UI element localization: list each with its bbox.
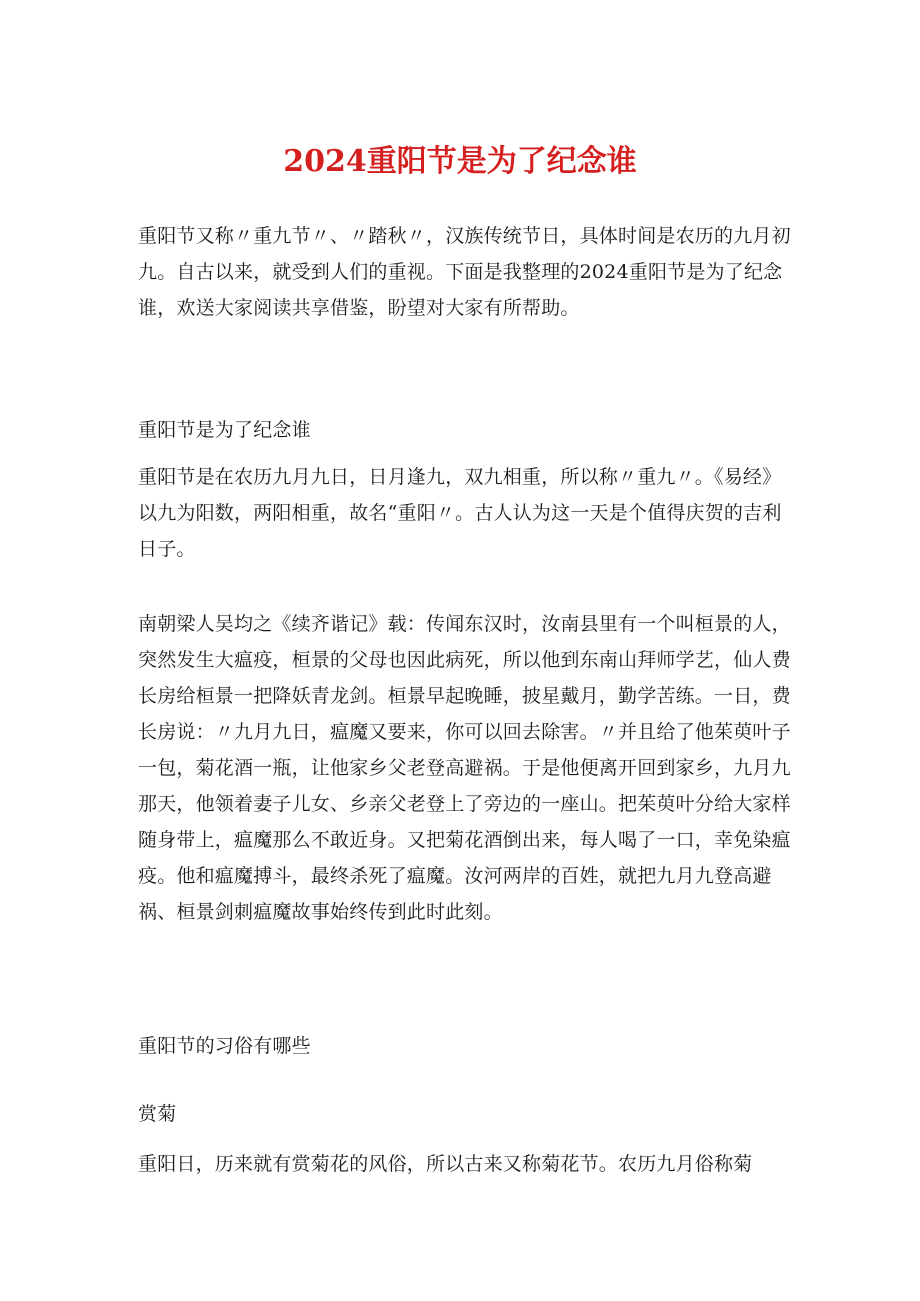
origin-paragraph: 重阳节是在农历九月九日，日月逢九，双九相重，所以称〃重九〃。《易经》以九为阳数，两阳相重，故名“重阳〃。古人认为这一天是个值得庆贺的吉利日子。 <box>138 466 782 560</box>
subsection-heading-chrysanthemum: 赏菊 <box>138 1103 177 1125</box>
section-heading-customs: 重阳节的习俗有哪些 <box>138 1035 311 1057</box>
document-title: 2024重阳节是为了纪念谁 <box>283 144 637 179</box>
legend-paragraph: 南朝梁人吴均之《续齐谐记》载：传闻东汉时，汝南县里有一个叫桓景的人，突然发生大瘟疫，桓景的父母也因此病死，所以他到东南山拜师学艺，仙人费长房给桓景一把降妖青龙剑。桓景早起晚睡，披星戴月，勤学苦练。一日，费长房说：〃九月九日，瘟魔又要来，你可以回去除害。〃并且给了他茱萸叶子一包，菊花酒一瓶，让他家乡父老登高避祸。于是他便离开回到家乡，九月九那天，他领着妻子儿女、乡亲父老登上了旁边的一座山。把茱萸叶分给大家样随身带上，瘟魔那么不敢近身。又把菊花酒倒出来，每人喝了一口，幸免染瘟疫。他和瘟魔搏斗，最终杀死了瘟魔。汝河两岸的百姓，就把九月九登高避祸、桓景剑刺瘟魔故事始终传到此时此刻。 <box>138 613 791 923</box>
section-heading-commemoration: 重阳节是为了纪念谁 <box>138 419 311 441</box>
chrysanthemum-paragraph: 重阳日，历来就有赏菊花的风俗，所以古来又称菊花节。农历九月俗称菊 <box>138 1153 753 1175</box>
intro-paragraph: 重阳节又称〃重九节〃、〃踏秋〃，汉族传统节日，具体时间是农历的九月初九。自古以来，就受到人们的重视。下面是我整理的2024重阳节是为了纪念谁，欢送大家阅读共享借鉴，盼望对大家有所帮助。 <box>138 225 791 319</box>
